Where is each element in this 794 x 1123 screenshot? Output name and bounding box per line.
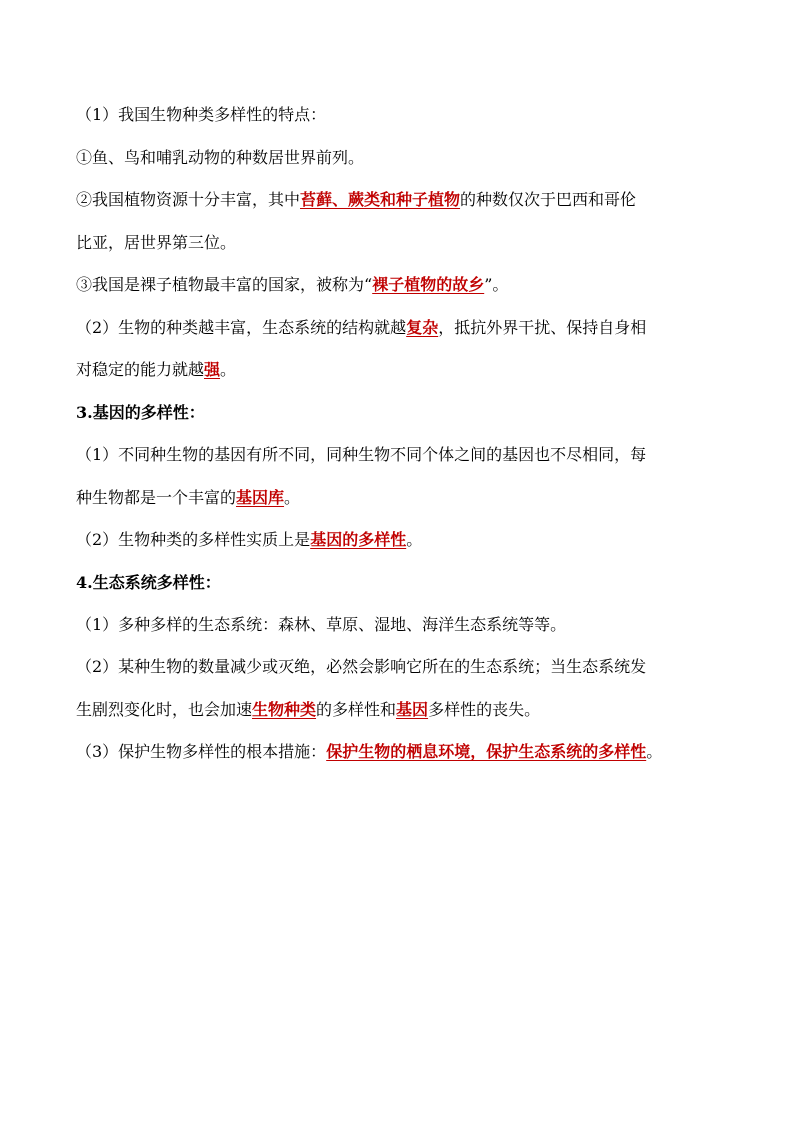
section-heading-ecosystem-diversity bbox=[76, 571, 221, 595]
paragraph-ecosystem-structure-cont bbox=[76, 358, 236, 382]
text: ，抵抗外界干扰、保持自身相 bbox=[438, 318, 647, 337]
paragraph-genes-differ-cont bbox=[76, 486, 300, 510]
paragraph-species-diversity-intro bbox=[76, 103, 326, 127]
paragraph-ecosystem-types bbox=[76, 613, 566, 637]
text: 。 bbox=[284, 488, 301, 507]
answer-blank: 复杂 bbox=[406, 318, 439, 337]
answer-blank: 基因 bbox=[396, 700, 429, 719]
text: （1）多种多样的生态系统：森林、草原、湿地、海洋生态系统等等。 bbox=[76, 615, 567, 634]
text: （1）不同种生物的基因有所不同，同种生物不同个体之间的基因也不尽相同，每 bbox=[76, 445, 647, 464]
answer-blank: 裸子植物的故乡 bbox=[372, 275, 485, 294]
paragraph-extinction-impact bbox=[76, 655, 646, 679]
text: 。 bbox=[646, 742, 663, 761]
paragraph-species-essence bbox=[76, 528, 422, 552]
text: 对稳定的能力就越 bbox=[76, 360, 205, 379]
paragraph-fish-birds-mammals bbox=[76, 146, 364, 170]
answer-blank: 苔藓、蕨类和种子植物 bbox=[300, 190, 461, 209]
answer-blank: 基因的多样性 bbox=[310, 530, 407, 549]
text: 生剧烈变化时，也会加速 bbox=[76, 700, 253, 719]
text: 的多样性和 bbox=[316, 700, 397, 719]
text: （2）某种生物的数量减少或灭绝，必然会影响它所在的生态系统；当生态系统发 bbox=[76, 657, 647, 676]
text: （2）生物种类的多样性实质上是 bbox=[76, 530, 311, 549]
text: 比亚，居世界第三位。 bbox=[76, 233, 237, 252]
section-heading-genetic-diversity bbox=[76, 401, 205, 425]
paragraph-protection-measures bbox=[76, 740, 662, 764]
text: 。 bbox=[220, 360, 237, 379]
text: ②我国植物资源十分丰富，其中 bbox=[76, 190, 301, 209]
text: ”。 bbox=[484, 275, 509, 294]
text: 种生物都是一个丰富的 bbox=[76, 488, 237, 507]
text: ①鱼、鸟和哺乳动物的种数居世界前列。 bbox=[76, 148, 365, 167]
answer-blank: 生物种类 bbox=[252, 700, 317, 719]
answer-blank: 保护生物的栖息环境，保护生态系统的多样性 bbox=[326, 742, 647, 761]
paragraph-gymnosperm-homeland bbox=[76, 273, 508, 297]
text: 的种数仅次于巴西和哥伦 bbox=[460, 190, 637, 209]
text: （3）保护生物多样性的根本措施： bbox=[76, 742, 327, 761]
heading-text: 3.基因的多样性： bbox=[76, 403, 205, 422]
paragraph-plant-resources-cont bbox=[76, 231, 236, 255]
text: （1）我国生物种类多样性的特点： bbox=[76, 105, 327, 124]
answer-blank: 基因库 bbox=[236, 488, 285, 507]
answer-blank: 强 bbox=[204, 360, 221, 379]
paragraph-extinction-impact-cont bbox=[76, 698, 540, 722]
paragraph-genes-differ bbox=[76, 443, 646, 467]
text: 多样性的丧失。 bbox=[428, 700, 541, 719]
paragraph-plant-resources bbox=[76, 188, 636, 212]
text: （2）生物的种类越丰富，生态系统的结构就越 bbox=[76, 318, 407, 337]
heading-text: 4.生态系统多样性： bbox=[76, 573, 221, 592]
text: ③我国是裸子植物最丰富的国家，被称为“ bbox=[76, 275, 373, 294]
text: 。 bbox=[406, 530, 423, 549]
paragraph-ecosystem-structure bbox=[76, 316, 646, 340]
